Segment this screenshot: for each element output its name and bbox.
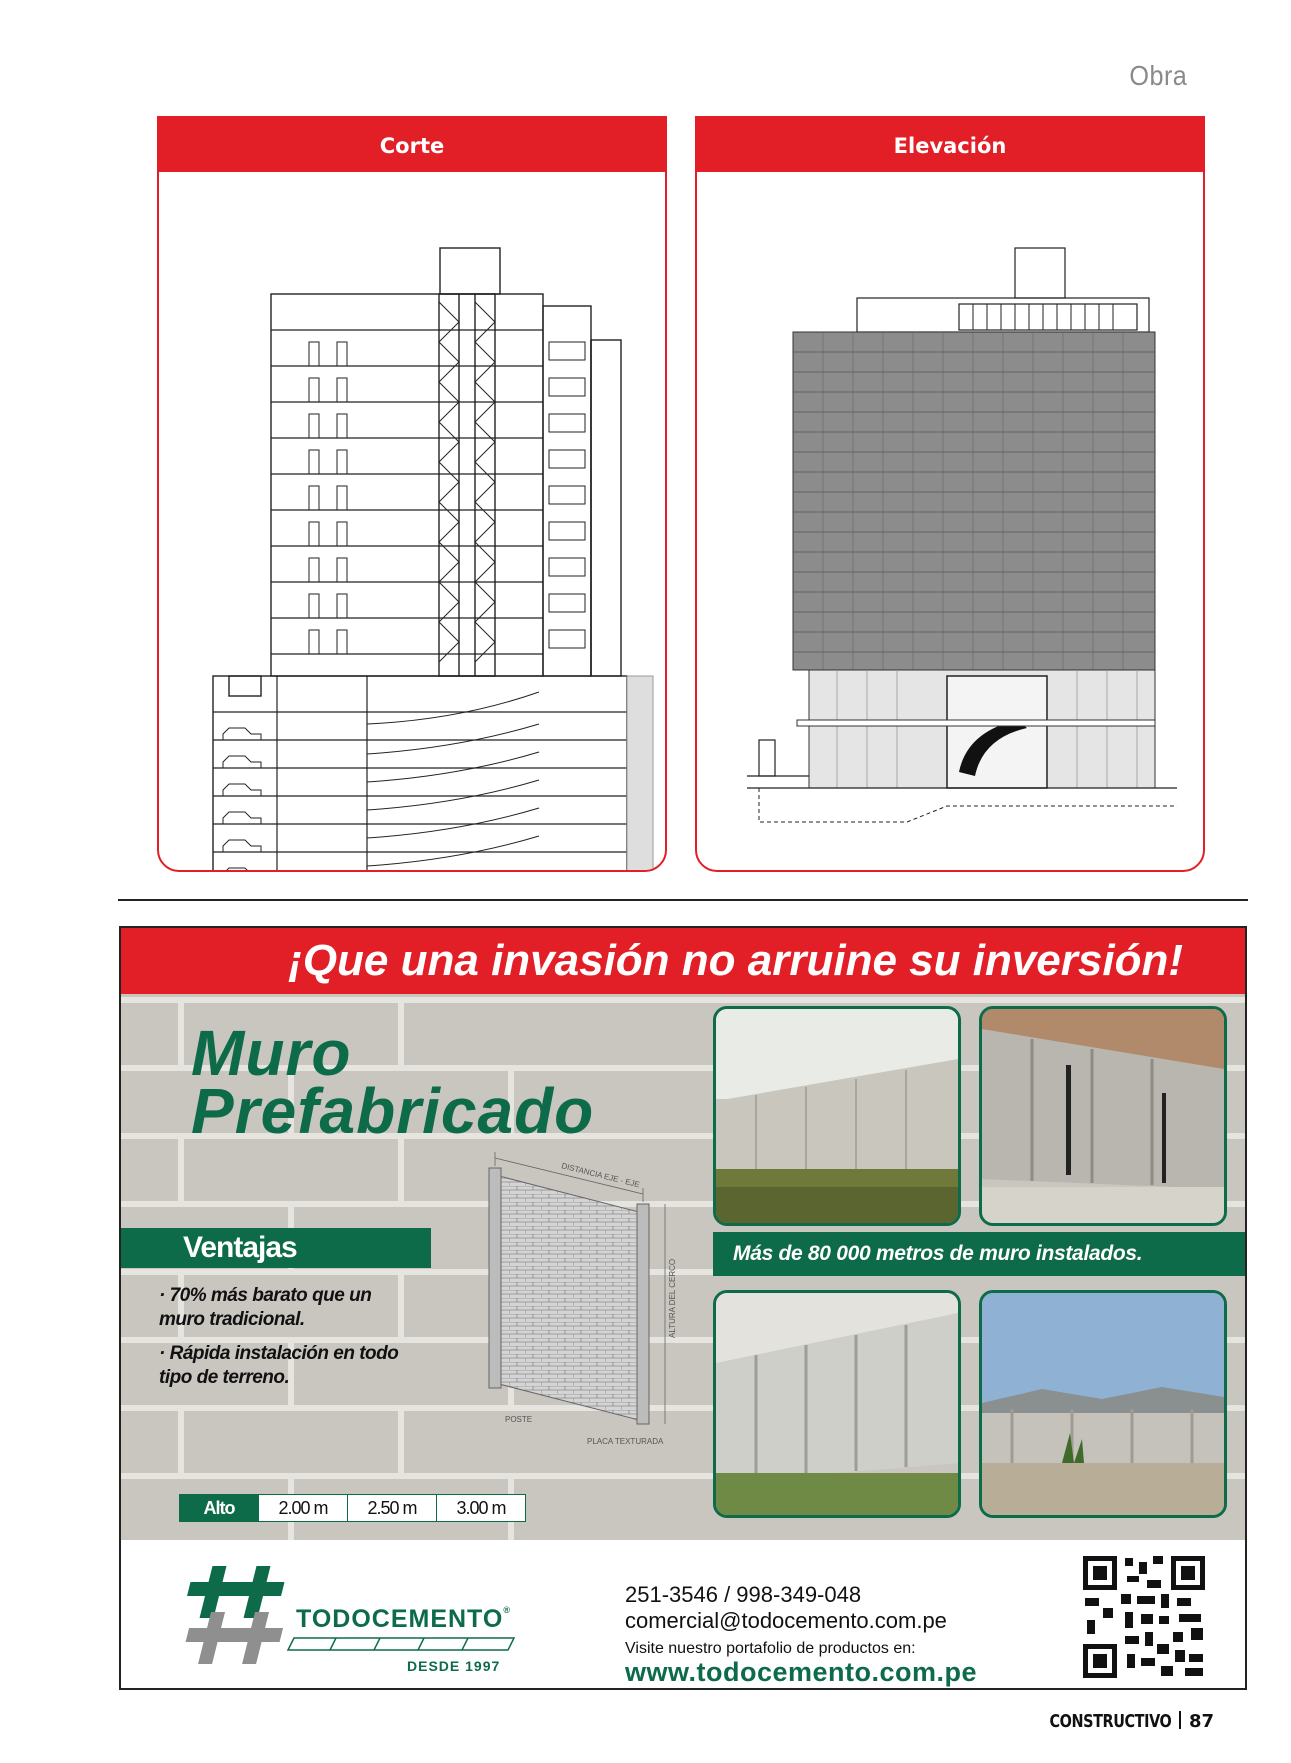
elevation-drawing: [697, 172, 1203, 872]
photo-wall-3: [713, 1290, 961, 1518]
elevacion-title: Elevación: [697, 118, 1203, 172]
registered-icon: ®: [503, 1605, 511, 1615]
heights-table: [179, 1494, 526, 1522]
heights-label: Alto: [180, 1495, 258, 1521]
height-option: 3.00 m: [436, 1495, 525, 1521]
label-height: ALTURA DEL CERCO: [668, 1258, 677, 1338]
advertisement: [119, 926, 1247, 1690]
advantage-2: · Rápida instalación en todo tipo de terreno.: [159, 1343, 399, 1388]
label-plate: PLACA TEXTURADA: [587, 1437, 664, 1446]
photo-wall-4: [979, 1290, 1227, 1518]
product-title-line2: Prefabricado: [191, 1075, 595, 1147]
advantage-1: · 70% más barato que un muro tradicional.: [159, 1285, 372, 1330]
website-link[interactable]: www.todocemento.com.pe: [625, 1657, 978, 1687]
logo-underline: [286, 1636, 526, 1652]
divider: [118, 899, 1248, 901]
label-post: POSTE: [505, 1415, 533, 1424]
wall-diagram: [461, 1138, 691, 1458]
height-option: 2.50 m: [347, 1495, 436, 1521]
phone-numbers: 251-3546 / 998-349-048: [625, 1582, 862, 1607]
product-title-line1: Muro: [191, 1017, 352, 1089]
qr-code-icon: [1081, 1554, 1207, 1680]
label-distance: DISTANCIA EJE - EJE: [560, 1161, 641, 1190]
installed-banner: Más de 80 000 metros de muro instalados.: [713, 1232, 1245, 1276]
ad-headline: ¡Que una invasión no arruine su inversión!: [121, 928, 1245, 994]
magazine-name: CONSTRUCTIVO: [1049, 1711, 1171, 1732]
section-label: Obra: [1129, 60, 1187, 91]
elevacion-panel: [695, 116, 1205, 872]
company-name: [296, 1605, 511, 1634]
section-drawing: [159, 172, 665, 872]
advantages-title: Ventajas: [121, 1228, 431, 1268]
height-option: 2.00 m: [258, 1495, 347, 1521]
corte-panel: [157, 116, 667, 872]
ad-footer: [121, 1540, 1245, 1690]
email-link[interactable]: comercial@todocemento.com.pe: [625, 1608, 947, 1633]
todocemento-logo-icon: [176, 1560, 316, 1670]
page-footer: [1019, 1711, 1214, 1732]
photo-wall-2: [979, 1006, 1227, 1226]
product-title: [191, 1017, 595, 1147]
page-number: 87: [1188, 1711, 1214, 1732]
footer-separator: [1179, 1711, 1181, 1729]
company-name-text: TODOCEMENTO: [296, 1605, 504, 1633]
corte-title: Corte: [159, 118, 665, 172]
visit-text: Visite nuestro portafolio de productos en:: [625, 1640, 916, 1657]
since-label: DESDE 1997: [407, 1658, 501, 1674]
photo-wall-1: [713, 1006, 961, 1226]
